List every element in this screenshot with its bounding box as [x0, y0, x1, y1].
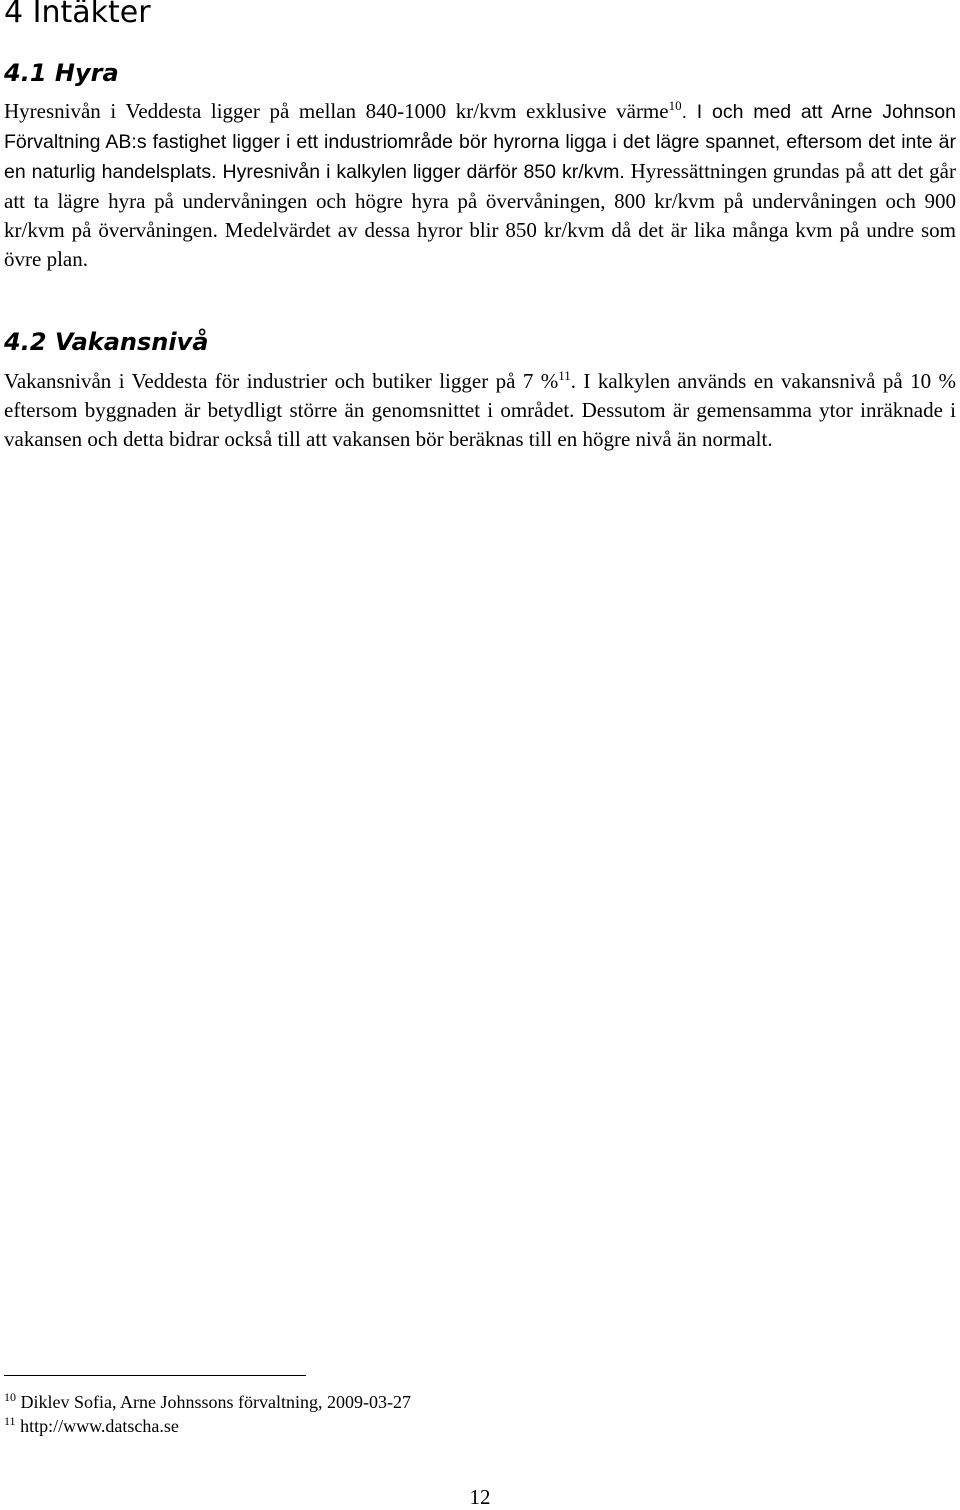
paragraph-text: Hyresnivån i Veddesta ligger på mellan 840-1000 kr/kvm exklusive värme [4, 99, 669, 123]
paragraph-text: Hyressättningen grundas på att det går att ta lägre hyra på undervåningen och högre hyra på övervåningen, 800 kr/kvm på undervåningen och 900 kr/kvm på övervåningen. Medelvärdet av dessa hyror blir 850 kr/kvm då det är lika många kvm på undre som övre plan. [4, 159, 956, 271]
footnote-divider [4, 1375, 306, 1376]
footnote-reference: 11 [558, 368, 571, 383]
paragraph-text: . I och med att Arne Johnson Förvaltning AB:s fastighet ligger i ett industriområde bör hyrorna ligga i det lägre spannet, eftersom det inte är en naturlig handelsplats. Hyresnivån i kalkylen ligger därför 850 kr/kvm. [4, 101, 956, 183]
footnote-number: 11 [4, 1414, 16, 1428]
paragraph-text: . I kalkylen används en vakansnivå på 10 % eftersom byggnaden är betydligt större än genomsnittet i området. Dessutom är gemensamma ytor inräknade i vakansen och detta bidrar också till att vakansen bör beräknas till en högre nivå än normalt. [4, 369, 957, 451]
section-heading-hyra: 4.1 Hyra [4, 59, 119, 87]
page-number: 12 [469, 1485, 491, 1509]
paragraph-vakansniva [4, 367, 956, 454]
footnote-link[interactable]: http://www.datscha.se [20, 1416, 179, 1436]
chapter-heading: 4 Intäkter [4, 0, 151, 30]
footnote-reference: 10 [668, 98, 682, 113]
footnote [4, 1414, 704, 1438]
footnote [4, 1390, 704, 1414]
footnote-number: 10 [4, 1390, 16, 1404]
footnote-text: Diklev Sofia, Arne Johnssons förvaltning, 2009-03-27 [20, 1392, 411, 1412]
paragraph-hyra [4, 97, 956, 274]
section-heading-vakansniva: 4.2 Vakansnivå [4, 328, 209, 356]
footnotes [4, 1390, 704, 1438]
paragraph-text: Vakansnivån i Veddesta för industrier och butiker ligger på 7 % [4, 369, 559, 393]
